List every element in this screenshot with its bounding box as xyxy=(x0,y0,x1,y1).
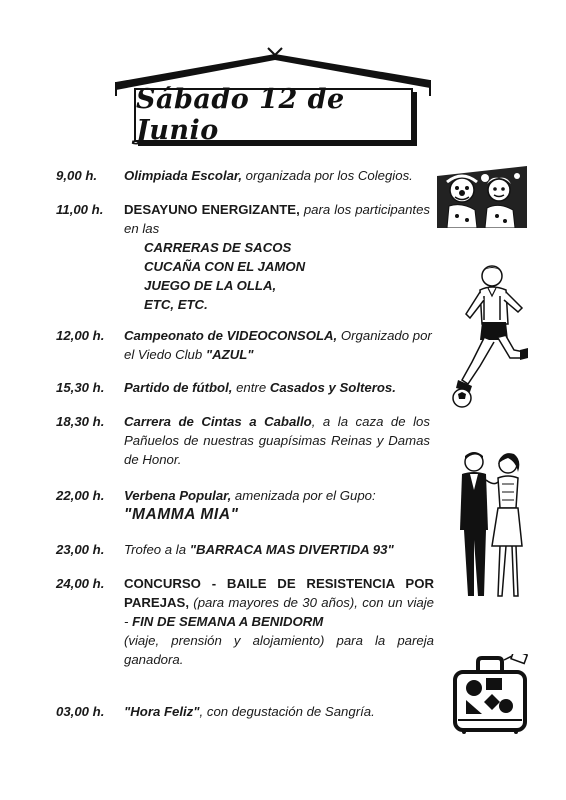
event-description xyxy=(124,574,434,669)
event-time: 15,30 h. xyxy=(56,380,105,395)
event-detail: entre xyxy=(232,380,270,395)
event-detail: , a la caza de los Pañuelos de nuestras guapísimas Reinas y Damas de Honor. xyxy=(124,414,430,467)
event-time: 9,00 h. xyxy=(56,168,98,183)
event-description xyxy=(124,540,444,559)
event-time: 23,00 h. xyxy=(56,542,105,557)
prize-detail: (viaje, prensión y alojamiento) para la pareja ganadora. xyxy=(124,633,434,667)
event-detail: organizada por los Colegios. xyxy=(242,168,413,183)
event-detail: amenizada por el Gupo: xyxy=(231,488,376,503)
event-detail: , con degustación de Sangría. xyxy=(199,704,375,719)
event-name: "BARRACA MAS DIVERTIDA 93" xyxy=(189,542,394,557)
event-detail: para los participantes en las xyxy=(124,202,430,236)
list-item: CUCAÑA CON EL JAMON xyxy=(144,259,306,274)
clowns-icon xyxy=(437,166,527,228)
event-time: 03,00 h. xyxy=(56,704,105,719)
event-name: Olimpiada Escolar, xyxy=(124,168,243,183)
list-item: JUEGO DE LA OLLA, xyxy=(144,278,277,293)
dancing-couple-icon xyxy=(452,450,530,602)
suitcase-icon xyxy=(452,654,528,734)
football-player-icon xyxy=(448,262,530,410)
event-time: 24,00 h. xyxy=(56,576,105,591)
event-description xyxy=(124,378,430,397)
event-description xyxy=(124,486,430,524)
title-sign xyxy=(134,84,413,146)
event-detail: Trofeo a la xyxy=(124,542,190,557)
list-item: CARRERAS DE SACOS xyxy=(144,240,292,255)
club-name: "AZUL" xyxy=(205,347,254,362)
list-item: ETC, ETC. xyxy=(144,297,208,312)
event-description xyxy=(124,326,434,364)
event-name: CONCURSO - BAILE DE RESISTENCIA POR PAREJAS, xyxy=(124,576,434,610)
prize-name: FIN DE SEMANA A BENIDORM xyxy=(132,614,324,629)
event-name: Verbena Popular, xyxy=(124,488,232,503)
event-name: Partido de fútbol, xyxy=(124,380,233,395)
event-name: Carrera de Cintas a Caballo xyxy=(124,414,312,429)
event-description xyxy=(124,412,430,469)
event-name: DESAYUNO ENERGIZANTE, xyxy=(124,202,300,217)
event-teams: Casados y Solteros. xyxy=(269,380,396,395)
event-name: Campeonato de VIDEOCONSOLA, xyxy=(124,328,338,343)
event-time: 11,00 h. xyxy=(56,202,104,217)
event-time: 12,00 h. xyxy=(56,328,105,343)
event-time: 22,00 h. xyxy=(56,488,105,503)
page-title: Sábado 12 de Junio xyxy=(136,84,345,146)
event-detail: Organizado por el Viedo Club xyxy=(124,328,432,362)
event-detail: (para mayores de 30 años), con un viaje - xyxy=(124,595,434,629)
event-time: 18,30 h. xyxy=(56,414,105,429)
event-description xyxy=(124,166,430,185)
event-description xyxy=(124,702,434,721)
band-name: "MAMMA MIA" xyxy=(124,506,239,523)
event-name: "Hora Feliz" xyxy=(124,704,200,719)
event-description xyxy=(124,200,430,314)
